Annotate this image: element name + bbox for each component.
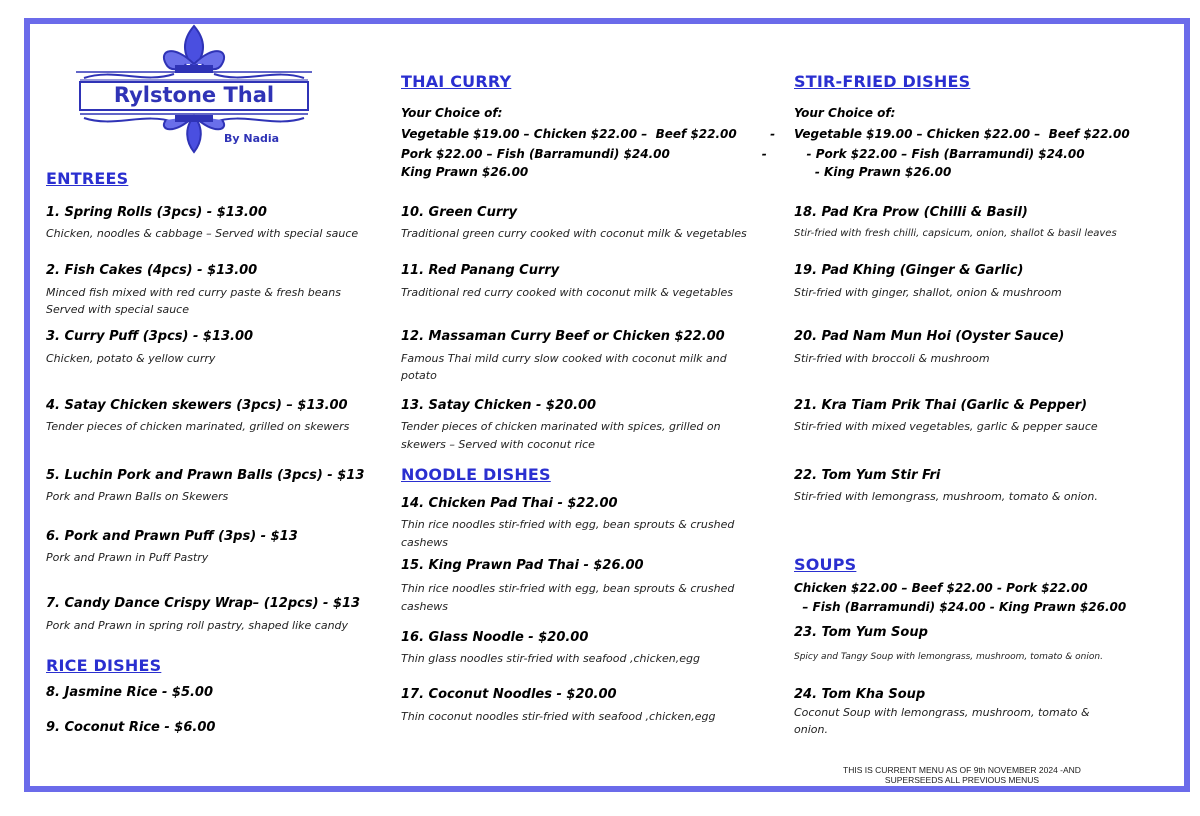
menu-item-desc: Traditional green curry cooked with coconut milk & vegetables	[401, 227, 747, 240]
menu-item-desc: Stir-fried with mixed vegetables, garlic & pepper sauce	[794, 420, 1098, 433]
menu-item-title: 4. Satay Chicken skewers (3pcs) – $13.00	[46, 398, 348, 413]
menu-item-title: 5. Luchin Pork and Prawn Balls (3pcs) - $13	[46, 468, 365, 483]
menu-item-title: 15. King Prawn Pad Thai - $26.00	[401, 558, 644, 573]
menu-validity-note	[824, 765, 1100, 785]
menu-item-desc: Pork and Prawn in spring roll pastry, shaped like candy	[46, 619, 349, 632]
curry-heading: THAI CURRY	[401, 72, 512, 91]
menu-item-title: 17. Coconut Noodles - $20.00	[401, 687, 617, 702]
menu-item-desc: Tender pieces of chicken marinated, grilled on skewers	[46, 420, 350, 433]
restaurant-name: Rylstone Thal	[113, 83, 275, 107]
stirfry-choice-label: Your Choice of:	[794, 106, 896, 120]
curry-price-line: Pork $22.00 – Fish (Barramundi) $24.00 -	[401, 147, 767, 161]
menu-item-desc: Traditional red curry cooked with coconut milk & vegetables	[401, 286, 734, 299]
menu-item-desc: Thin glass noodles stir-fried with seafood ,chicken,egg	[401, 652, 700, 665]
menu-item-title: 18. Pad Kra Prow (Chilli & Basil)	[794, 205, 1028, 220]
menu-item-desc: potato	[401, 369, 437, 382]
menu-item-desc: Pork and Prawn in Puff Pastry	[46, 551, 209, 564]
menu-item-desc: cashews	[401, 536, 448, 549]
menu-item-desc: Tender pieces of chicken marinated with spices, grilled on	[401, 420, 721, 433]
curry-price-line: Vegetable $19.00 – Chicken $22.00 – Beef $22.00 -	[401, 127, 776, 141]
menu-item-desc: Coconut Soup with lemongrass, mushroom, tomato &	[794, 706, 1090, 719]
menu-item-title: 3. Curry Puff (3pcs) - $13.00	[46, 329, 254, 344]
menu-item-title: 10. Green Curry	[401, 205, 518, 220]
menu-item-desc: Spicy and Tangy Soup with lemongrass, mushroom, tomato & onion.	[794, 652, 1103, 662]
curry-choice-label: Your Choice of:	[401, 106, 503, 120]
menu-item-title: 2. Fish Cakes (4pcs) - $13.00	[46, 263, 258, 278]
menu-item-desc: Minced fish mixed with red curry paste & fresh beans	[46, 286, 341, 299]
menu-item-desc: Chicken, noodles & cabbage – Served with special sauce	[46, 227, 359, 240]
menu-validity-line: THIS IS CURRENT MENU AS OF 9th NOVEMBER 2024 -AND	[843, 765, 1081, 775]
entrees-heading: ENTREES	[46, 169, 129, 188]
rice-heading: RICE DISHES	[46, 656, 162, 675]
menu-validity-line: SUPERSEEDS ALL PREVIOUS MENUS	[884, 775, 1040, 785]
stirfry-price-line: - King Prawn $26.00	[794, 165, 952, 179]
menu-item-desc: Pork and Prawn Balls on Skewers	[46, 490, 229, 503]
menu-item-title: 22. Tom Yum Stir Fri	[794, 468, 941, 483]
menu-item-title: 12. Massaman Curry Beef or Chicken $22.00	[401, 329, 725, 344]
menu-item-desc: Thin rice noodles stir-fried with egg, bean sprouts & crushed	[401, 582, 735, 595]
menu-item-desc: Stir-fried with fresh chilli, capsicum, onion, shallot & basil leaves	[794, 228, 1117, 239]
menu-item-title: 13. Satay Chicken - $20.00	[401, 398, 597, 413]
menu-item-title: 1. Spring Rolls (3pcs) - $13.00	[46, 205, 267, 220]
menu-item-title: 24. Tom Kha Soup	[794, 687, 926, 702]
menu-item-title: 7. Candy Dance Crispy Wrap– (12pcs) - $13	[46, 596, 361, 611]
restaurant-logo	[74, 24, 314, 154]
menu-item-desc: Chicken, potato & yellow curry	[46, 352, 216, 365]
menu-item-title: 9. Coconut Rice - $6.00	[46, 720, 216, 735]
menu-item-desc: Served with special sauce	[46, 303, 189, 316]
menu-item-title: 20. Pad Nam Mun Hoi (Oyster Sauce)	[794, 329, 1065, 344]
menu-item-title: 21. Kra Tiam Prik Thai (Garlic & Pepper)	[794, 398, 1088, 413]
menu-item-title: 11. Red Panang Curry	[401, 263, 560, 278]
noodles-heading: NOODLE DISHES	[401, 465, 551, 484]
curry-price-line: King Prawn $26.00	[401, 165, 529, 179]
menu-item-desc: Stir-fried with lemongrass, mushroom, tomato & onion.	[794, 490, 1098, 503]
menu-item-desc: skewers – Served with coconut rice	[401, 438, 595, 451]
menu-item-title: 16. Glass Noodle - $20.00	[401, 630, 589, 645]
menu-item-desc: Stir-fried with broccoli & mushroom	[794, 352, 990, 365]
menu-item-title: 6. Pork and Prawn Puff (3ps) - $13	[46, 529, 298, 544]
stirfry-price-line: - Pork $22.00 – Fish (Barramundi) $24.00	[794, 147, 1085, 161]
menu-item-title: 23. Tom Yum Soup	[794, 625, 928, 640]
stirfry-heading: STIR-FRIED DISHES	[794, 72, 971, 91]
restaurant-byline: By Nadia	[224, 132, 280, 145]
menu-item-title: 14. Chicken Pad Thai - $22.00	[401, 496, 618, 511]
menu-item-title: 19. Pad Khing (Ginger & Garlic)	[794, 263, 1024, 278]
soups-price-line: – Fish (Barramundi) $24.00 - King Prawn $26.00	[794, 600, 1127, 614]
menu-item-desc: Stir-fried with ginger, shallot, onion & mushroom	[794, 286, 1062, 299]
soups-price-line: Chicken $22.00 – Beef $22.00 - Pork $22.00	[794, 581, 1088, 595]
menu-item-desc: Famous Thai mild curry slow cooked with coconut milk and	[401, 352, 727, 365]
menu-item-desc: cashews	[401, 600, 448, 613]
menu-item-desc: onion.	[794, 723, 828, 736]
stirfry-price-line: Vegetable $19.00 – Chicken $22.00 – Beef $22.00	[794, 127, 1130, 141]
menu-item-desc: Thin rice noodles stir-fried with egg, bean sprouts & crushed	[401, 518, 735, 531]
menu-item-desc: Thin coconut noodles stir-fried with seafood ,chicken,egg	[401, 710, 716, 723]
soups-heading: SOUPS	[794, 555, 857, 574]
menu-item-title: 8. Jasmine Rice - $5.00	[46, 685, 214, 700]
